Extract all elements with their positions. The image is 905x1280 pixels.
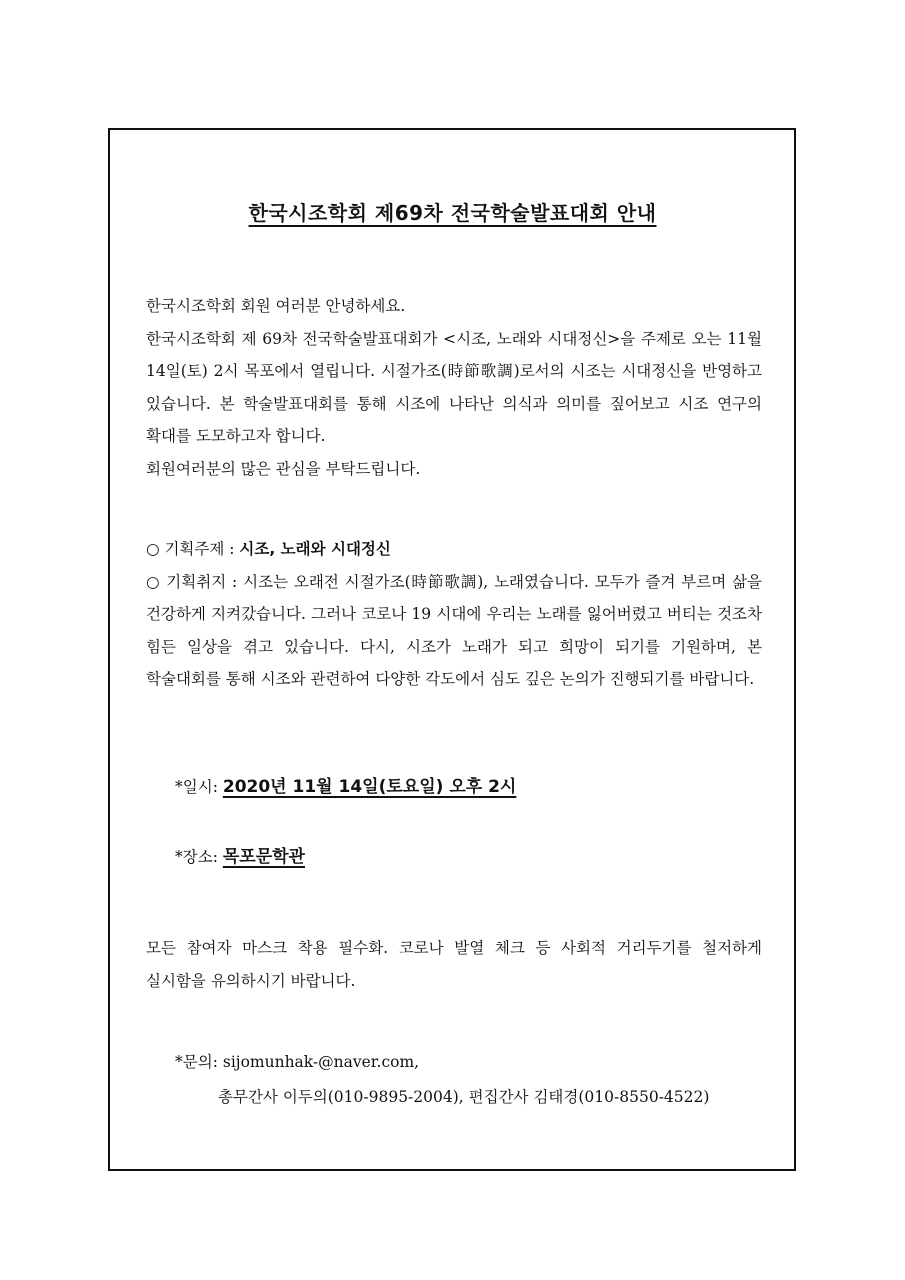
purpose-text: ○ 기획취지 : 시조는 오래전 시절가조(時節歌調), 노래였습니다. 모두가 즐겨 부르며 삶을 건강하게 지켜갔습니다. 그러나 코로나 19 시대에 우리는 노래를 잃어버렸고 버티는 것조차 힘든 일상을 겪고 있습니다. 다시, 시조가 노래가 되고 희망이 되기를 기원하며, 본 학술대회를 통해 시조와 관련하여 다양한 각도에서 심도 깊은 논의가 진행되기를 바랍니다. xyxy=(146,572,762,688)
greeting-text: 한국시조학회 회원 여러분 안녕하세요. xyxy=(146,297,406,315)
contact-people: 총무간사 이두의(010-9895-2004), 편집간사 김태경(010-8550-4522) xyxy=(218,1088,710,1106)
date-label: *일시: xyxy=(175,778,223,796)
contact-email: sijomunhak-@naver.com, xyxy=(222,1053,420,1071)
theme-line xyxy=(146,533,762,566)
notice-section xyxy=(146,932,762,997)
document-title: 한국시조학회 제69차 전국학술발표대회 안내 xyxy=(248,201,657,225)
planning-section xyxy=(146,533,762,696)
date-value: 2020년 11월 14일(토요일) 오후 2시 xyxy=(222,777,517,797)
date-line xyxy=(175,772,516,797)
place-label: *장소: xyxy=(175,848,223,866)
contact-line xyxy=(175,1050,419,1072)
theme-label: ○ 기획주제 : xyxy=(146,540,240,558)
intro-section xyxy=(146,290,762,485)
request-text: 회원여러분의 많은 관심을 부탁드립니다. xyxy=(146,459,421,478)
place-line xyxy=(175,842,305,867)
notice-text: 모든 참여자 마스크 착용 필수화. 코로나 발열 체크 등 사회적 거리두기를 철저하게 실시함을 유의하시기 바랍니다. xyxy=(146,939,762,990)
place-value: 목포문학관 xyxy=(222,847,305,867)
theme-value: 시조, 노래와 시대정신 xyxy=(239,540,391,558)
contact-label: *문의: xyxy=(175,1053,223,1071)
intro-text: 한국시조학회 제 69차 전국학술발표대회가 <시조, 노래와 시대정신>을 주제로 오는 11월 14일(토) 2시 목포에서 열립니다. 시절가조(時節歌調)로서의 시조는 시대정신을 반영하고 있습니다. 본 학술발표대회를 통해 시조에 나타난 의식과 의미를 짚어보고 시조 연구의 확대를 도모하고자 합니다. xyxy=(146,329,762,445)
